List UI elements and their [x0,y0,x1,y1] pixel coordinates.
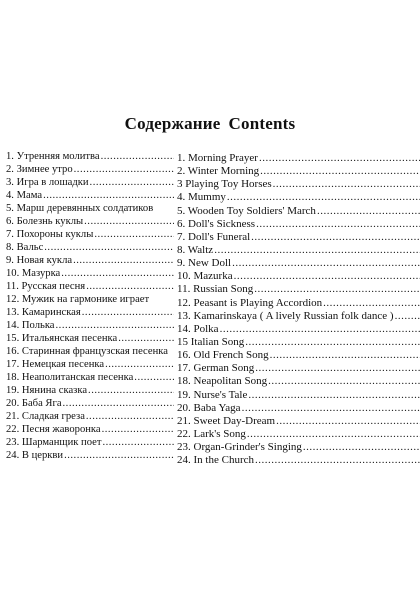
dot-leader [270,349,420,362]
english-item-title: 7. Doll's Funeral [177,230,251,243]
russian-item-title: 13. Камаринская [6,307,81,318]
russian-contents-item [6,371,174,384]
dot-leader [254,283,420,296]
english-item-title: 3 Playing Toy Horses [177,178,272,191]
dot-leader [248,389,420,402]
russian-contents-item [6,358,174,371]
russian-item-title: 7. Похороны куклы [6,229,94,240]
russian-contents-item [6,449,174,462]
english-contents-item [177,415,420,428]
title-english: Contents [228,114,296,133]
russian-contents-item [6,176,174,189]
russian-contents-item [6,332,174,345]
russian-contents-item [6,241,174,254]
russian-item-title: 5. Марш деревянных солдатиков [6,203,154,214]
dot-leader [273,178,420,191]
russian-contents-item [6,319,174,332]
dot-leader [84,215,174,228]
english-item-title: 5. Wooden Toy Soldiers' March [177,204,316,217]
dot-leader [101,150,174,163]
english-contents-item [177,270,420,283]
russian-contents-item [6,436,174,449]
english-contents-item [177,165,420,178]
dot-leader [260,165,420,178]
english-item-title: 13. Kamarinskaya ( A lively Russian folk dance ) [177,309,394,322]
dot-leader [251,231,420,244]
english-contents-item [177,231,420,244]
russian-item-title: 24. В церкви [6,450,64,461]
russian-contents-item [6,215,174,228]
english-contents-item [177,336,420,349]
dot-leader [63,397,174,410]
dot-leader [303,441,420,454]
russian-contents-item [6,293,174,306]
russian-item-title: 2. Зимнее утро [6,164,73,175]
english-contents-item [177,257,420,270]
dot-leader [317,205,420,218]
russian-contents-item [6,397,174,410]
russian-contents-item [6,189,174,202]
english-contents-item [177,349,420,362]
english-contents-item [177,191,420,204]
russian-item-title: 16. Старинная французская песенка [6,346,168,357]
dot-leader [56,319,174,332]
dot-leader [242,402,420,415]
english-item-title: 21. Sweet Day-Dream [177,414,276,427]
english-item-title: 14. Polka [177,322,219,335]
english-item-title: 2. Winter Morning [177,165,260,178]
russian-contents-item [6,202,174,215]
english-item-title: 18. Neapolitan Song [177,375,268,388]
english-contents-item [177,375,420,388]
english-item-title: 23. Organ-Grinder's Singing [177,441,302,454]
dot-leader [214,244,420,257]
dot-leader [94,228,174,241]
page-title [0,114,420,134]
english-contents-item [177,310,420,323]
russian-item-title: 21. Сладкая греза [6,411,85,422]
russian-item-title: 20. Баба Яга [6,398,62,409]
russian-item-title: 8. Вальс [6,242,44,253]
english-item-title: 20. Baba Yaga [177,401,241,414]
dot-leader [82,306,174,319]
russian-contents-item [6,150,174,163]
english-item-title: 4. Mummy [177,191,226,204]
dot-leader [61,267,174,280]
russian-contents-item [6,228,174,241]
dot-leader [44,241,174,254]
russian-item-title: 19. Нянина сказка [6,385,88,396]
dot-leader [245,336,420,349]
english-contents-item [177,323,420,336]
dot-leader [88,384,174,397]
english-contents-item [177,152,420,165]
russian-contents-list [6,150,174,462]
russian-contents-item [6,254,174,267]
russian-contents-item [6,280,174,293]
english-contents-item [177,441,420,454]
russian-contents-item [6,267,174,280]
dot-leader [86,280,174,293]
dot-leader [43,189,174,202]
dot-leader [220,323,420,336]
english-contents-item [177,389,420,402]
english-item-title: 1. Morning Prayer [177,152,258,164]
english-contents-item [177,428,420,441]
dot-leader [255,362,420,375]
title-russian: Содержание [124,114,221,133]
russian-item-title: 6. Болезнь куклы [6,216,84,227]
english-item-title: 11. Russian Song [177,283,254,296]
russian-item-title: 17. Немецкая песенка [6,359,105,370]
english-contents-item [177,362,420,375]
english-item-title: 10. Mazurka [177,270,233,283]
dot-leader [255,454,420,467]
russian-item-title: 3. Игра в лошадки [6,177,89,188]
russian-contents-item [6,423,174,436]
russian-item-title: 12. Мужик на гармонике играет [6,294,150,305]
dot-leader [74,163,174,176]
english-item-title: 16. Old French Song [177,349,269,362]
dot-leader [118,332,174,345]
russian-contents-item [6,410,174,423]
english-contents-item [177,454,420,467]
english-item-title: 9. New Doll [177,257,232,270]
english-item-title: 19. Nurse's Tale [177,388,248,401]
english-contents-item [177,218,420,231]
russian-item-title: 10. Мазурка [6,268,61,279]
dot-leader [86,410,174,423]
dot-leader [134,371,174,384]
russian-item-title: 14. Полька [6,320,55,331]
english-contents-item [177,283,420,296]
russian-item-title: 22. Песня жаворонка [6,424,101,435]
english-contents-item [177,205,420,218]
english-item-title: 6. Doll's Sickness [177,217,256,230]
english-contents-item [177,402,420,415]
dot-leader [90,176,174,189]
russian-item-title: 11. Русская песня [6,281,86,292]
dot-leader [64,449,174,462]
russian-contents-item [6,384,174,397]
english-contents-item [177,244,420,257]
russian-item-title: 15. Итальянская песенка [6,333,118,344]
dot-leader [102,423,174,436]
dot-leader [247,428,420,441]
dot-leader [232,257,420,270]
dot-leader [395,310,420,323]
dot-leader [234,270,420,283]
dot-leader [102,436,174,449]
dot-leader [268,375,420,388]
russian-item-title: 4. Мама [6,190,43,201]
russian-contents-item [6,163,174,176]
russian-item-title: 1. Утренняя молитва [6,151,100,162]
dot-leader [323,297,420,310]
russian-item-title: 23. Шарманщик поет [6,437,102,448]
russian-contents-item [6,345,174,358]
english-contents-item [177,297,420,310]
russian-item-title: 18. Неаполитанская песенка [6,372,134,383]
dot-leader [256,218,420,231]
dot-leader [259,152,420,165]
english-contents-list [177,152,420,467]
dot-leader [276,415,420,428]
english-item-title: 24. In the Church [177,454,254,467]
dot-leader [73,254,174,267]
dot-leader [227,191,420,204]
english-item-title: 22. Lark's Song [177,427,246,440]
english-item-title: 17. German Song [177,362,255,375]
english-item-title: 8. Waltz [177,243,214,256]
dot-leader [105,358,174,371]
english-item-title: 12. Peasant is Playing Accordion [177,296,323,309]
english-item-title: 15 Italian Song [177,335,245,348]
english-contents-item [177,178,420,191]
russian-item-title: 9. Новая кукла [6,255,73,266]
russian-contents-item [6,306,174,319]
